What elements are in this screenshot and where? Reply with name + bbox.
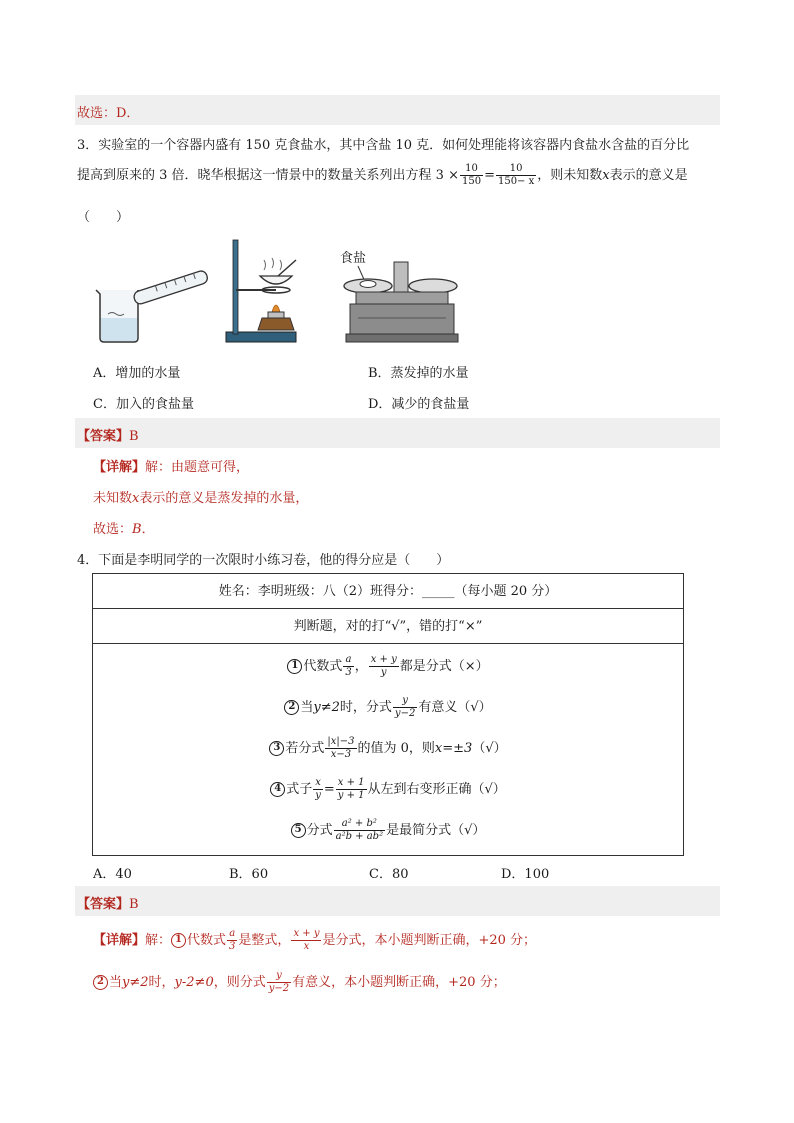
q3-answer <box>77 425 139 444</box>
item4-frac-b-den: y + 1 <box>337 790 365 801</box>
q4-table-header: 姓名：李明班级：八（2）班得分：_____（每小题 20 分） <box>93 574 683 609</box>
item1-frac-a <box>343 654 353 679</box>
item3-frac-den: x−3 <box>330 749 352 760</box>
frac1-den: 150 <box>461 176 482 187</box>
q3-var-x: x <box>602 168 610 183</box>
q3-line2 <box>77 163 688 188</box>
item4-frac-a-num: x <box>313 777 323 790</box>
q4-item-4 <box>93 777 683 802</box>
item4-text-b: = <box>323 782 335 797</box>
q3-detail-2b: 表示的意义是蒸发掉的水量， <box>139 491 309 506</box>
q4-detail-frac-a-num: a <box>227 928 237 941</box>
q3-detail-1-text: 解：由题意可得， <box>145 460 250 475</box>
q4-detail-frac-b-num: x + y <box>293 928 320 939</box>
circled-number-3: 3 <box>269 741 284 756</box>
beaker-icon <box>96 290 138 342</box>
q4-detail-2e: ，则分式 <box>213 975 266 990</box>
evaporation-stand-icon <box>226 240 296 342</box>
circled-number-4: 4 <box>270 782 285 797</box>
item5-text-a: 分式 <box>306 823 333 838</box>
item2-frac-num: y <box>393 695 417 708</box>
q4-answer-label: 【答案】 <box>77 897 130 912</box>
q4-answer-value: B <box>129 897 139 912</box>
prev-answer-text: 故选：D． <box>77 106 140 121</box>
item1-frac-b-den: y <box>380 667 387 678</box>
q3-detail-label: 【详解】 <box>93 460 146 475</box>
q4-detail-2d: y-2≠0 <box>174 975 214 990</box>
q3-answer-label: 【答案】 <box>77 429 130 444</box>
answer-band-prev <box>75 95 720 125</box>
q4-item-3 <box>93 736 683 761</box>
item4-frac-b <box>336 777 367 802</box>
q3-option-a: A．增加的水量 <box>93 366 181 381</box>
item1-text-a: 代数式 <box>303 659 343 674</box>
item2-text-a: 当 <box>300 700 314 715</box>
item2-text-d: 有意义（√） <box>418 700 492 715</box>
q3-detail-3a: 故选： <box>93 522 133 537</box>
q4-detail-2 <box>93 970 506 995</box>
q4-detail-1d: 是分式，本小题判断正确，+20 分； <box>322 933 537 948</box>
balance-scale-icon <box>340 250 458 342</box>
q4-detail-2c: 时， <box>148 975 175 990</box>
q4-option-d: D．100 <box>501 867 550 882</box>
item1-frac-a-num: a <box>343 654 353 667</box>
q4-detail-2a: 当 <box>109 975 123 990</box>
q4-item-1 <box>93 654 683 679</box>
q4-detail-label: 【详解】 <box>93 933 146 948</box>
item3-text-c: x=±3 <box>434 741 473 756</box>
circled-number-2-red: 2 <box>93 975 108 990</box>
q3-option-c: C．加入的食盐量 <box>93 397 194 412</box>
item1-frac-a-den: 3 <box>345 667 352 678</box>
q4-detail-frac-a <box>227 928 237 953</box>
item4-frac-a <box>313 777 323 802</box>
q3-eq: = <box>484 168 495 183</box>
item2-frac <box>393 695 417 720</box>
q3-line2-c: 表示的意义是 <box>609 168 688 183</box>
item3-text-b: 的值为 0，则 <box>357 741 435 756</box>
item4-frac-a-den: y <box>315 790 321 801</box>
item5-frac-num: a² + b² <box>334 818 385 831</box>
q4-option-c: C．80 <box>369 867 409 882</box>
q4-answer-band <box>75 886 720 916</box>
q3-option-b: B．蒸发掉的水量 <box>368 366 469 381</box>
q3-fraction-1 <box>460 163 483 188</box>
circled-number-1-red: 1 <box>171 933 186 948</box>
item5-frac-den: a²b + ab² <box>335 831 384 842</box>
circled-number-2: 2 <box>284 700 299 715</box>
q4-detail-frac-b-den: x <box>303 941 310 952</box>
q4-table-instruction: 判断题，对的打“√”，错的打“×” <box>93 609 683 644</box>
q4-option-a: A．40 <box>93 867 132 882</box>
q3-detail-3 <box>93 518 155 537</box>
q3-answer-value: B <box>129 429 139 444</box>
item2-text-b: y≠2 <box>313 700 340 715</box>
item4-text-a: 式子 <box>286 782 313 797</box>
circled-number-5: 5 <box>291 823 306 838</box>
q4-detail-frac-a-den: 3 <box>229 941 236 952</box>
item3-text-a: 若分式 <box>285 741 325 756</box>
q3-line2-a: 提高到原来的 3 倍．晓华根据这一情景中的数量关系列出方程 3 × <box>77 168 459 183</box>
frac2-num: 10 <box>496 163 536 176</box>
item1-frac-b-num: x + y <box>370 654 397 665</box>
item2-frac-den: y−2 <box>394 708 416 719</box>
q4-answer <box>77 893 139 912</box>
q4-item-5 <box>93 818 683 843</box>
item1-text-b: ， <box>354 659 368 674</box>
item2-text-c: 时，分式 <box>339 700 392 715</box>
q4-detail-frac-c <box>267 970 291 995</box>
item1-frac-b <box>369 654 399 679</box>
q4-stem: 4．下面是李明同学的一次限时小练习卷，他的得分应是（ ） <box>77 553 450 568</box>
q4-detail-2g: 有意义，本小题判断正确，+20 分； <box>292 975 506 990</box>
item1-text-c: 都是分式（×） <box>399 659 489 674</box>
item3-text-d: （√） <box>472 741 507 756</box>
q3-detail-3c: ． <box>141 522 155 537</box>
q3-detail-var-x: x <box>132 491 140 506</box>
q3-detail-2 <box>93 487 308 506</box>
item4-frac-b-num: x + 1 <box>337 777 365 788</box>
q4-detail-frac-c-den: y−2 <box>268 983 290 994</box>
frac2-den: 150− x <box>497 176 535 187</box>
frac1-num: 10 <box>460 163 483 176</box>
q4-detail-frac-b <box>291 928 321 953</box>
q3-detail-2a: 未知数 <box>93 491 133 506</box>
q4-detail-1a: 解： <box>145 933 172 948</box>
q3-option-d: D．减少的食盐量 <box>368 397 470 412</box>
q3-line2-b: ，则未知数 <box>537 168 603 183</box>
q3-detail-1 <box>93 456 249 475</box>
q4-detail-1 <box>93 928 536 953</box>
q4-detail-2b: y≠2 <box>122 975 149 990</box>
q3-answer-band <box>75 418 720 448</box>
item5-frac <box>334 818 385 843</box>
q3-fraction-2 <box>496 163 536 188</box>
q3-lab-illustration <box>88 232 460 348</box>
q3-detail-3b: B <box>132 522 142 537</box>
q4-detail-1c: 是整式， <box>238 933 291 948</box>
q3-line1: 3．实验室的一个容器内盛有 150 克食盐水，其中含盐 10 克．如何处理能将该容器内食盐水含盐的百分比 <box>77 138 690 153</box>
item3-frac-num: |x|−3 <box>327 736 355 747</box>
item4-text-c: 从左到右变形正确（√） <box>367 782 506 797</box>
circled-number-1: 1 <box>287 659 302 674</box>
q4-option-b: B．60 <box>229 867 269 882</box>
q4-detail-1b: 代数式 <box>187 933 227 948</box>
q3-paren: （ ） <box>77 210 130 225</box>
q4-quiz-table <box>92 573 684 856</box>
salt-label: 食盐 <box>340 251 367 266</box>
item3-frac <box>325 736 356 761</box>
q4-item-2 <box>93 695 683 720</box>
q4-detail-frac-c-num: y <box>267 970 291 983</box>
test-tube-icon <box>133 270 209 306</box>
item5-text-b: 是最简分式（√） <box>386 823 486 838</box>
